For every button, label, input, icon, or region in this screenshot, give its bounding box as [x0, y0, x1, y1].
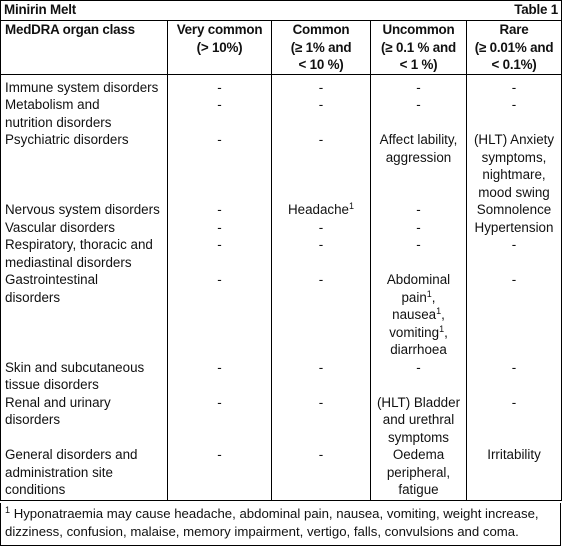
header-organ-class: [1, 21, 168, 75]
rare-cell: [467, 394, 562, 447]
cell-line: symptoms: [387, 429, 449, 445]
common-cell: [272, 96, 371, 131]
cell-line: [275, 201, 367, 219]
cell-line: -: [511, 394, 517, 410]
cell-line: mediastinal disorders: [5, 254, 132, 270]
uncommon-cell: [371, 359, 467, 394]
cell-line: Hypertension: [474, 219, 554, 235]
cell-line: -: [217, 237, 222, 252]
footnote-ref: 1: [426, 288, 432, 299]
cell-line: Respiratory, thoracic and: [5, 237, 153, 252]
cell-line: and urethral: [382, 412, 455, 427]
organ-class-cell: [1, 201, 168, 219]
header-line: Uncommon: [382, 22, 455, 37]
table-row: [1, 219, 562, 237]
rare-cell: [467, 219, 562, 237]
rare-cell: [467, 201, 562, 219]
cell-line: diarrhoea: [390, 342, 447, 357]
organ-class-cell: [1, 271, 168, 359]
document-title: Minirin Melt: [4, 2, 76, 17]
common-cell: [272, 271, 371, 359]
footnote-text: Hyponatraemia may cause headache, abdominal pain, nausea, vomiting, weight increase, dizziness, confusion, malaise, memory impairment, vertigo, falls, convulsions and coma.: [5, 506, 539, 539]
cell-line: -: [511, 359, 517, 375]
cell-line: tissue disorders: [5, 377, 99, 392]
header-row: [1, 21, 562, 75]
cell-text: vomiting: [389, 324, 440, 340]
uncommon-cell: [371, 271, 467, 359]
cell-line: peripheral,: [386, 464, 451, 480]
cell-line: -: [318, 97, 324, 112]
rare-cell: [467, 96, 562, 131]
organ-class-cell: [1, 96, 168, 131]
cell-line: disorders: [5, 289, 61, 305]
uncommon-cell: [371, 219, 467, 237]
very-common-cell: [168, 74, 272, 96]
common-cell: [272, 201, 371, 219]
common-cell: [272, 394, 371, 447]
title-row: [1, 1, 562, 21]
table-row: [1, 96, 562, 131]
rare-cell: [467, 446, 562, 500]
table-row: [1, 236, 562, 271]
cell-line: -: [511, 272, 517, 287]
very-common-cell: [168, 446, 272, 500]
table-row: [1, 131, 562, 201]
header-uncommon: [371, 21, 467, 75]
header-very-common: [168, 21, 272, 75]
header-common: [272, 21, 371, 75]
common-cell: [272, 446, 371, 500]
table-row: [1, 201, 562, 219]
table-row: [1, 446, 562, 500]
organ-class-cell: [1, 446, 168, 500]
cell-line: -: [511, 97, 517, 112]
rare-cell: [467, 131, 562, 201]
common-cell: [272, 236, 371, 271]
header-line: < 10 %): [298, 57, 344, 72]
header-line: Very common: [176, 22, 263, 37]
cell-line: (HLT) Anxiety: [473, 132, 555, 147]
table-row: [1, 359, 562, 394]
footnote-ref: 1: [439, 323, 445, 334]
header-line: (≥ 1% and: [290, 39, 352, 55]
cell-line: -: [217, 132, 222, 147]
cell-line: Somnolence: [476, 202, 552, 217]
cell-line: Renal and urinary: [5, 394, 111, 410]
cell-line: Irritability: [487, 447, 541, 462]
cell-line: Psychiatric disorders: [5, 132, 129, 147]
cell-line: disorders: [5, 412, 61, 427]
cell-line: (HLT) Bladder: [376, 394, 461, 410]
cell-line: -: [511, 237, 517, 252]
organ-class-cell: [1, 219, 168, 237]
very-common-cell: [168, 271, 272, 359]
cell-text: Headache: [287, 202, 350, 217]
cell-line: Vascular disorders: [5, 219, 115, 235]
cell-text: ,: [431, 289, 436, 305]
organ-class-cell: [1, 236, 168, 271]
cell-line: Nervous system disorders: [5, 202, 160, 217]
header-line: Common: [292, 22, 350, 37]
cell-line: -: [318, 272, 324, 287]
cell-line: [374, 289, 463, 307]
cell-line: administration site: [5, 464, 113, 480]
cell-line: -: [217, 272, 222, 287]
very-common-cell: [168, 359, 272, 394]
uncommon-cell: [371, 236, 467, 271]
organ-class-cell: [1, 131, 168, 201]
uncommon-cell: [371, 96, 467, 131]
table-row: [1, 271, 562, 359]
table-row: [1, 74, 562, 96]
common-cell: [272, 219, 371, 237]
common-cell: [272, 131, 371, 201]
cell-line: -: [318, 447, 324, 462]
cell-line: -: [416, 219, 421, 235]
uncommon-cell: [371, 446, 467, 500]
table-body: [1, 74, 562, 500]
cell-line: -: [217, 359, 222, 375]
cell-line: -: [318, 79, 324, 95]
very-common-cell: [168, 219, 272, 237]
cell-text: pain: [401, 289, 427, 305]
rare-cell: [467, 359, 562, 394]
cell-line: -: [416, 237, 421, 252]
cell-line: nutrition disorders: [5, 114, 112, 130]
uncommon-cell: [371, 201, 467, 219]
cell-line: -: [217, 219, 222, 235]
rare-cell: [467, 236, 562, 271]
cell-text: ,: [444, 324, 448, 340]
uncommon-cell: [371, 394, 467, 447]
very-common-cell: [168, 131, 272, 201]
header-line: (≥ 0.01% and: [474, 39, 554, 55]
organ-class-cell: [1, 359, 168, 394]
cell-line: -: [416, 359, 421, 375]
uncommon-cell: [371, 74, 467, 96]
cell-line: -: [217, 394, 222, 410]
cell-line: nightmare,: [482, 167, 546, 182]
header-line: < 0.1%): [491, 57, 537, 72]
cell-line: [374, 324, 463, 342]
cell-line: conditions: [5, 482, 66, 497]
cell-line: -: [217, 447, 222, 462]
organ-class-cell: [1, 74, 168, 96]
organ-class-cell: [1, 394, 168, 447]
cell-line: -: [511, 79, 517, 95]
very-common-cell: [168, 394, 272, 447]
cell-line: fatigue: [398, 482, 439, 497]
footnote-marker: 1: [5, 505, 11, 515]
cell-line: Gastrointestinal: [5, 272, 99, 287]
common-cell: [272, 74, 371, 96]
cell-line: -: [318, 132, 324, 147]
cell-text: ,: [441, 307, 445, 322]
rare-cell: [467, 74, 562, 96]
cell-line: -: [217, 202, 222, 217]
footnote-ref: 1: [436, 306, 442, 316]
cell-line: [374, 306, 463, 324]
cell-line: symptoms,: [481, 149, 547, 165]
header-rare: [467, 21, 562, 75]
rare-cell: [467, 271, 562, 359]
very-common-cell: [168, 96, 272, 131]
cell-line: -: [416, 79, 421, 95]
footnote-ref: 1: [349, 201, 355, 211]
cell-line: Oedema: [392, 447, 445, 462]
footnote: [0, 503, 561, 546]
cell-line: mood swing: [478, 184, 550, 200]
cell-line: -: [318, 237, 324, 252]
cell-line: Abdominal: [386, 272, 451, 287]
cell-line: -: [318, 359, 324, 375]
cell-line: General disorders and: [5, 447, 138, 462]
header-line: (> 10%): [196, 39, 243, 55]
cell-line: Immune system disorders: [5, 79, 159, 95]
title-cell: [1, 1, 562, 21]
uncommon-cell: [371, 131, 467, 201]
header-line: Rare: [499, 22, 529, 37]
cell-line: -: [318, 219, 324, 235]
cell-line: -: [217, 79, 222, 95]
cell-line: aggression: [385, 149, 452, 165]
cell-line: Affect lability,: [379, 132, 458, 147]
cell-line: Metabolism and: [5, 97, 100, 112]
cell-line: -: [318, 394, 324, 410]
cell-line: -: [416, 202, 421, 217]
cell-line: -: [416, 97, 421, 112]
table-row: [1, 394, 562, 447]
cell-text: nausea: [392, 307, 437, 322]
very-common-cell: [168, 201, 272, 219]
cell-line: Skin and subcutaneous: [5, 359, 145, 375]
common-cell: [272, 359, 371, 394]
header-line: (≥ 0.1 % and: [381, 39, 456, 55]
cell-line: -: [217, 97, 222, 112]
table-label: Table 1: [514, 2, 559, 17]
very-common-cell: [168, 236, 272, 271]
header-organ-class-label: MedDRA organ class: [5, 22, 135, 37]
header-line: < 1 %): [399, 57, 438, 72]
